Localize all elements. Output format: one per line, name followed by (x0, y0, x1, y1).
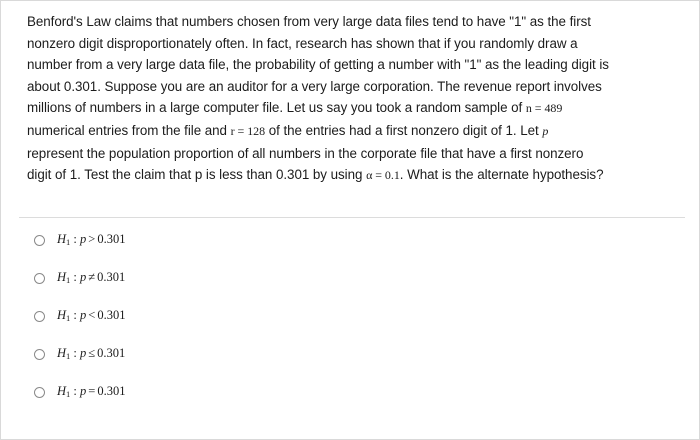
hypothesized-value: 0.301 (97, 346, 126, 360)
question-text-segment: . What is the alternate hypothesis? (399, 167, 604, 183)
question-text-segment: of the entries had a first nonzero digit of 1. Let (265, 122, 543, 138)
hypothesized-value: 0.301 (97, 270, 126, 284)
comparison-operator: ≤ (88, 346, 96, 360)
significance-level-expression: α = 0.1 (366, 168, 400, 183)
proportion-symbol: p (80, 384, 87, 398)
question-text-segment: about 0.301. Suppose you are an auditor for a very large corporation. The revenue report involves (27, 78, 602, 94)
hypothesis-subscript: 1 (66, 389, 71, 399)
comparison-operator: ≠ (88, 270, 96, 284)
proportion-symbol: p (80, 346, 87, 360)
question-line-8 (27, 164, 677, 187)
question-line-7 (27, 143, 677, 165)
comparison-operator: < (88, 308, 96, 322)
option-3[interactable] (1, 299, 699, 337)
divider (19, 217, 685, 218)
option-label (57, 232, 125, 247)
question-text-segment: number from a very large data file, the probability of getting a number with "1" as the leading digit is (27, 57, 609, 73)
hypothesized-value: 0.301 (97, 232, 126, 246)
hypothesis-symbol: H (57, 232, 67, 246)
option-label (57, 270, 125, 285)
question-text-segment: represent the population proportion of all numbers in the corporate file that have a first nonzero (27, 145, 584, 161)
question-text-segment: numerical entries from the file and (27, 122, 231, 138)
radio-button[interactable] (34, 273, 45, 284)
question-line-2 (27, 33, 677, 55)
question-line-3 (27, 54, 677, 76)
question-text-segment: nonzero digit disproportionately often. In fact, research has shown that if you randomly draw a (27, 35, 578, 51)
hypothesis-symbol: H (57, 346, 67, 360)
comparison-operator: > (88, 232, 96, 246)
colon: : (73, 384, 77, 398)
hypothesis-symbol: H (57, 384, 67, 398)
colon: : (73, 270, 77, 284)
question-text-segment: millions of numbers in a large computer file. Let us say you took a random sample of (27, 100, 526, 116)
proportion-symbol: p (80, 308, 87, 322)
option-1[interactable] (1, 223, 699, 261)
sample-size-expression: n = 489 (525, 101, 563, 116)
option-2[interactable] (1, 261, 699, 299)
question-text-segment: Benford's Law claims that numbers chosen from very large data files tend to have "1" as the first (27, 14, 591, 29)
option-5[interactable] (1, 375, 699, 413)
radio-button[interactable] (34, 235, 45, 246)
option-label (57, 346, 125, 361)
comparison-operator: = (88, 384, 96, 398)
proportion-symbol: p (80, 270, 87, 284)
colon: : (73, 232, 77, 246)
hypothesis-subscript: 1 (66, 237, 71, 247)
colon: : (73, 346, 77, 360)
hypothesis-subscript: 1 (66, 313, 71, 323)
hypothesis-subscript: 1 (66, 275, 71, 285)
successes-expression: r = 128 (230, 123, 266, 138)
proportion-symbol: p (80, 232, 87, 246)
radio-button[interactable] (34, 387, 45, 398)
question-line-1 (27, 11, 677, 33)
radio-button[interactable] (34, 349, 45, 360)
answer-options (1, 223, 699, 413)
option-label (57, 384, 125, 399)
hypothesis-subscript: 1 (66, 351, 71, 361)
p-symbol: p (542, 123, 549, 138)
hypothesis-symbol: H (57, 308, 67, 322)
hypothesized-value: 0.301 (97, 384, 126, 398)
question-text (27, 11, 677, 187)
question-line-5 (27, 97, 677, 120)
question-line-6 (27, 120, 677, 143)
hypothesized-value: 0.301 (97, 308, 126, 322)
question-line-4 (27, 76, 677, 98)
question-text-segment: digit of 1. Test the claim that p is less than 0.301 by using (27, 167, 367, 183)
option-label (57, 308, 125, 323)
colon: : (73, 308, 77, 322)
hypothesis-symbol: H (57, 270, 67, 284)
option-4[interactable] (1, 337, 699, 375)
radio-button[interactable] (34, 311, 45, 322)
